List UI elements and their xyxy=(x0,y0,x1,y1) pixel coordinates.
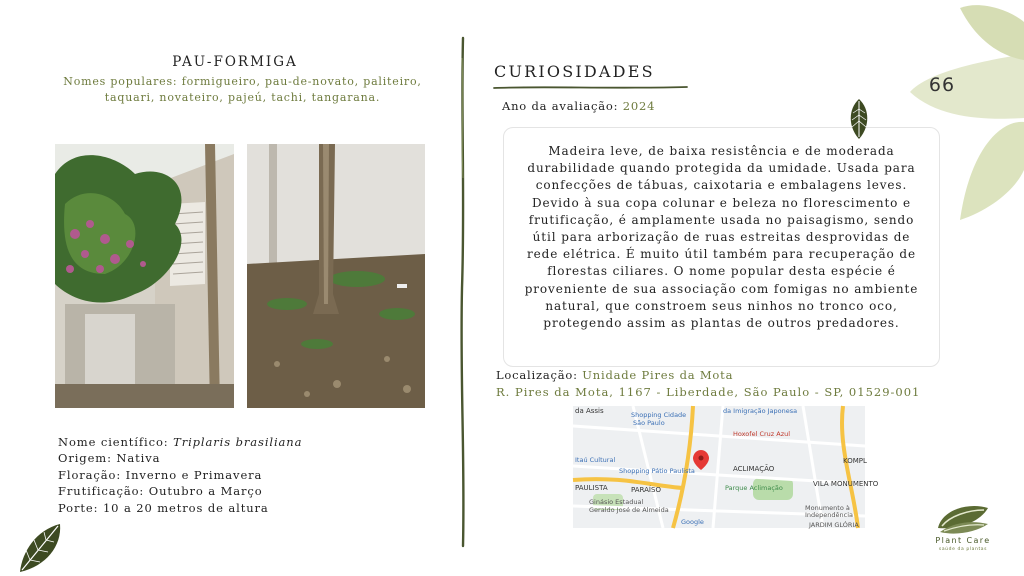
location-map[interactable] xyxy=(573,406,879,529)
location-unit: Unidade Pires da Mota xyxy=(582,368,734,382)
map-label-itau-cultural: Itaú Cultural xyxy=(575,456,616,464)
scientific-name-value: Triplaris brasiliana xyxy=(173,435,303,449)
decorative-leaves-icon xyxy=(880,0,1024,230)
curiosities-title: CURIOSIDADES xyxy=(494,62,655,81)
species-title: PAU-FORMIGA xyxy=(172,54,298,70)
location-line xyxy=(496,368,733,382)
map-label-assis: da Assis xyxy=(575,407,604,415)
evaluation-year xyxy=(502,99,655,113)
location-label: Localização: xyxy=(496,368,583,382)
size-row: Porte: 10 a 20 metros de altura xyxy=(58,500,269,515)
leaf-icon xyxy=(848,99,870,139)
map-label-independencia: Independência xyxy=(805,511,854,519)
map-label-kompl: KOMPL xyxy=(843,457,867,465)
map-label-hoxofel: Hoxofel Cruz Azul xyxy=(733,430,791,438)
map-label-sao-paulo: São Paulo xyxy=(633,419,665,427)
map-label-aclimacao: ACLIMAÇÃO xyxy=(733,465,775,473)
tree-photo-flowering xyxy=(55,144,234,408)
popular-names: Nomes populares: formigueiro, pau-de-novato, paliteiro, taquari, novateiro, pajeú, tachi, tangarana. xyxy=(63,75,422,104)
map-label-paraiso: PARAÍSO xyxy=(631,486,661,494)
location-address: R. Pires da Mota, 1167 - Liberdade, São Paulo - SP, 01529-001 xyxy=(496,385,921,399)
leaf-icon-bottom-left xyxy=(16,522,64,572)
evaluation-year-value: 2024 xyxy=(622,99,656,113)
map-label-monumento: Monumento à xyxy=(805,504,850,512)
flowering-row: Floração: Inverno e Primavera xyxy=(58,467,263,482)
map-label-vila-monumento: VILA MONUMENTO xyxy=(813,480,879,488)
scientific-name-row xyxy=(58,434,302,450)
map-label-geraldo: Geraldo José de Almeida xyxy=(589,506,669,514)
map-label-google: Google xyxy=(681,518,704,526)
map-label-shopping-cidade: Shopping Cidade xyxy=(631,411,687,419)
tree-photo-trunk xyxy=(247,144,425,408)
page-number: 66 xyxy=(928,74,956,96)
map-label-imigracao: da Imigração Japonesa xyxy=(723,407,798,415)
origin-row: Origem: Nativa xyxy=(58,451,161,466)
map-label-jardim-gloria: JARDIM GLÓRIA xyxy=(809,521,859,529)
scientific-name-label: Nome científico: xyxy=(58,435,174,449)
vertical-divider xyxy=(457,38,469,546)
map-label-parque-aclimacao: Parque Aclimação xyxy=(725,484,783,492)
brand-name: Plant Care xyxy=(935,536,991,545)
curiosities-text: Madeira leve, de baixa resistência e de moderada durabilidade quando protegida da umidade. Usada para confecções de tábuas, caixotaria e embalagens leves. Devido à sua copa colunar e beleza no florescimento e frutificação, é amplamente usada no paisagismo, sendo útil para arborização de ruas estreitas desprovidas de rede elétrica. É muito útil também para recuperação de florestas ciliares. O nome popular desta espécie é proveniente de sua associação com fomigas no ambiente natural, que constroem seus ninhos no tronco oco, protegendo assim as plantas de outros predadores. xyxy=(524,144,919,331)
map-label-ginasio: Ginásio Estadual xyxy=(589,498,644,506)
evaluation-year-label: Ano da avaliação: xyxy=(502,99,623,113)
species-facts xyxy=(58,434,302,516)
map-label-shopping-patio: Shopping Pátio Paulista xyxy=(619,467,695,475)
brand-tagline: saúde da plantas xyxy=(938,547,988,552)
title-underline xyxy=(494,84,687,92)
map-label-paulista: PAULISTA xyxy=(575,484,608,492)
fruiting-row: Frutificação: Outubro a Março xyxy=(58,484,263,499)
curiosities-box xyxy=(503,127,940,367)
